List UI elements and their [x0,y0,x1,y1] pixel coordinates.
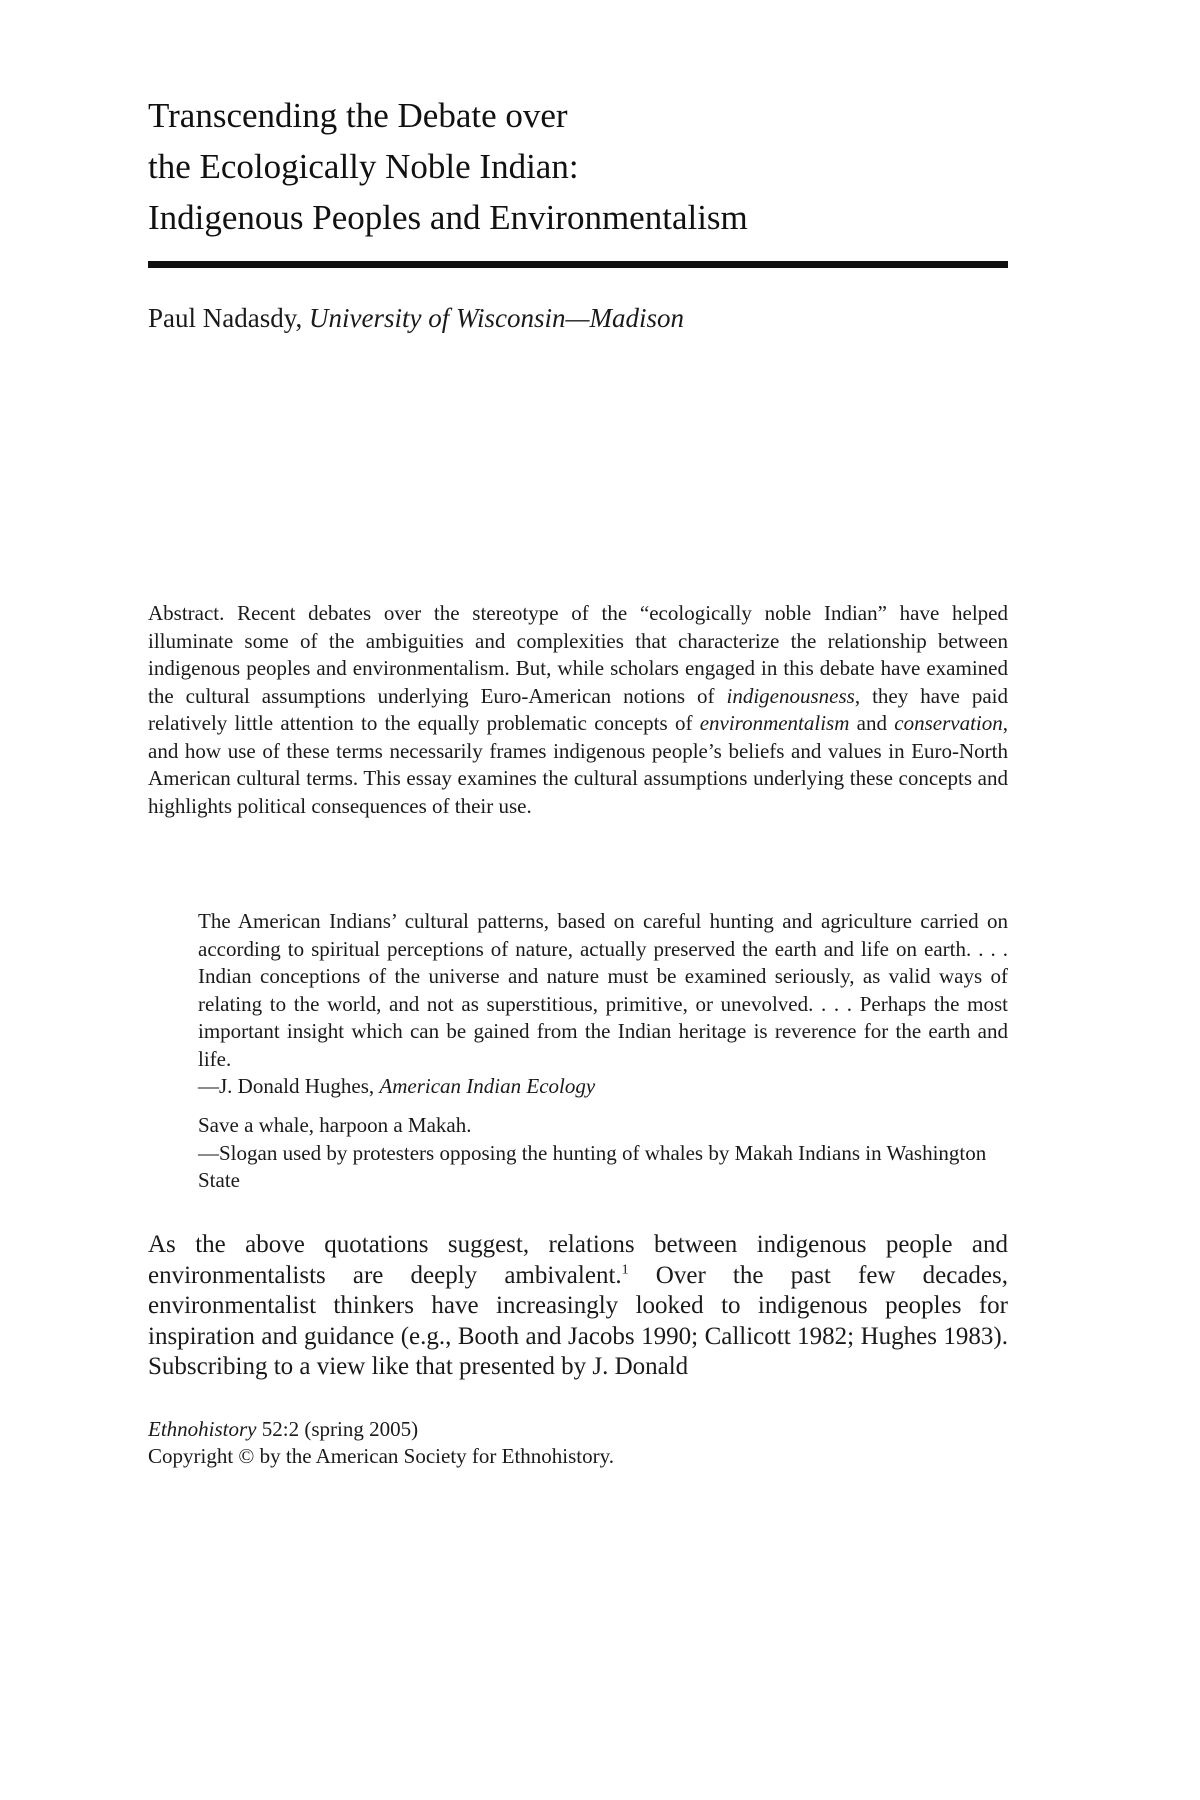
abstract [148,600,1008,820]
body-text-2: Over the past few decades, environmentalist thinkers have increasingly looked to indigenous peoples for inspiration and guidance (e.g., Booth and Jacobs 1990; Callicott 1982; Hughes 1983). Subscribing to a view like that presented by J. Donald [148,1261,1008,1380]
body-text-1: As the above quotations suggest, relations between indigenous people and environmentalists are deeply ambivalent. [148,1231,1008,1289]
article-page [148,90,1009,1468]
abstract-term-conservation: conservation [894,711,1003,735]
epigraph-quote: The American Indians’ cultural patterns, based on careful hunting and agriculture carried on according to spiritual perceptions of nature, actually preserved the earth and life on earth. . . . Indian conceptions of the universe and nature must be examined seriously, as valid ways of relating to the world, and not as superstitious, primitive, or unevolved. . . . Perhaps the most important insight which can be gained from the Indian heritage is reverence for the earth and life. [198,909,1008,1071]
author-affiliation: University of Wisconsin—Madison [308,303,684,333]
abstract-text-2: , they have paid relatively little attention to the equally problematic concepts of [148,683,1009,735]
epigraph-attribution [198,1073,1008,1101]
footer-citation [148,1416,1008,1443]
journal-issue: 52:2 (spring 2005) [256,1417,419,1441]
title-line-2: the Ecologically Noble Indian: [148,147,579,186]
epigraph-slogan [198,1112,1008,1195]
title-line-1: Transcending the Debate over [148,96,568,135]
epigraph-attribution-author: —J. Donald Hughes, [198,1074,380,1098]
epigraph-attribution-author: —Slogan used by protesters opposing the hunting of whales by Makah Indians in Washington State [198,1140,987,1192]
title-rule [148,261,1008,268]
author-name: Paul Nadasdy, [148,303,303,333]
page-footer [148,1416,1008,1470]
abstract-text-3: and [849,711,895,735]
abstract-term-indigenousness: indigenousness [726,683,855,708]
epigraph-attribution-work: American Indian Ecology [379,1074,596,1098]
body-paragraph [148,1230,1008,1383]
abstract-term-environmentalism: environmentalism [699,711,850,735]
article-title [148,90,1008,243]
author-line [148,301,1008,335]
abstract-text-4: , and how use of these terms necessarily frames indigenous people’s beliefs and values in Euro-North American cultural terms. This essay examines the cultural assumptions underlying these concepts and highlights political consequences of their use. [148,711,1008,818]
footnote-marker[interactable]: 1 [621,1262,629,1278]
copyright-notice: Copyright © by the American Society for Ethnohistory. [148,1444,615,1468]
epigraph-hughes [198,908,1008,1101]
epigraph-quote: Save a whale, harpoon a Makah. [198,1113,472,1137]
epigraph-attribution [198,1140,1008,1195]
abstract-text-1: Abstract. Recent debates over the stereotype of the “ecologically noble Indian” have helped illuminate some of the ambiguities and complexities that characterize the relationship between indigenous peoples and environmentalism. But, while scholars engaged in this debate have examined the cultural assumptions underlying Euro-American notions of [148,601,1008,708]
journal-name: Ethnohistory [148,1417,257,1441]
title-line-3: Indigenous Peoples and Environmentalism [148,198,748,237]
